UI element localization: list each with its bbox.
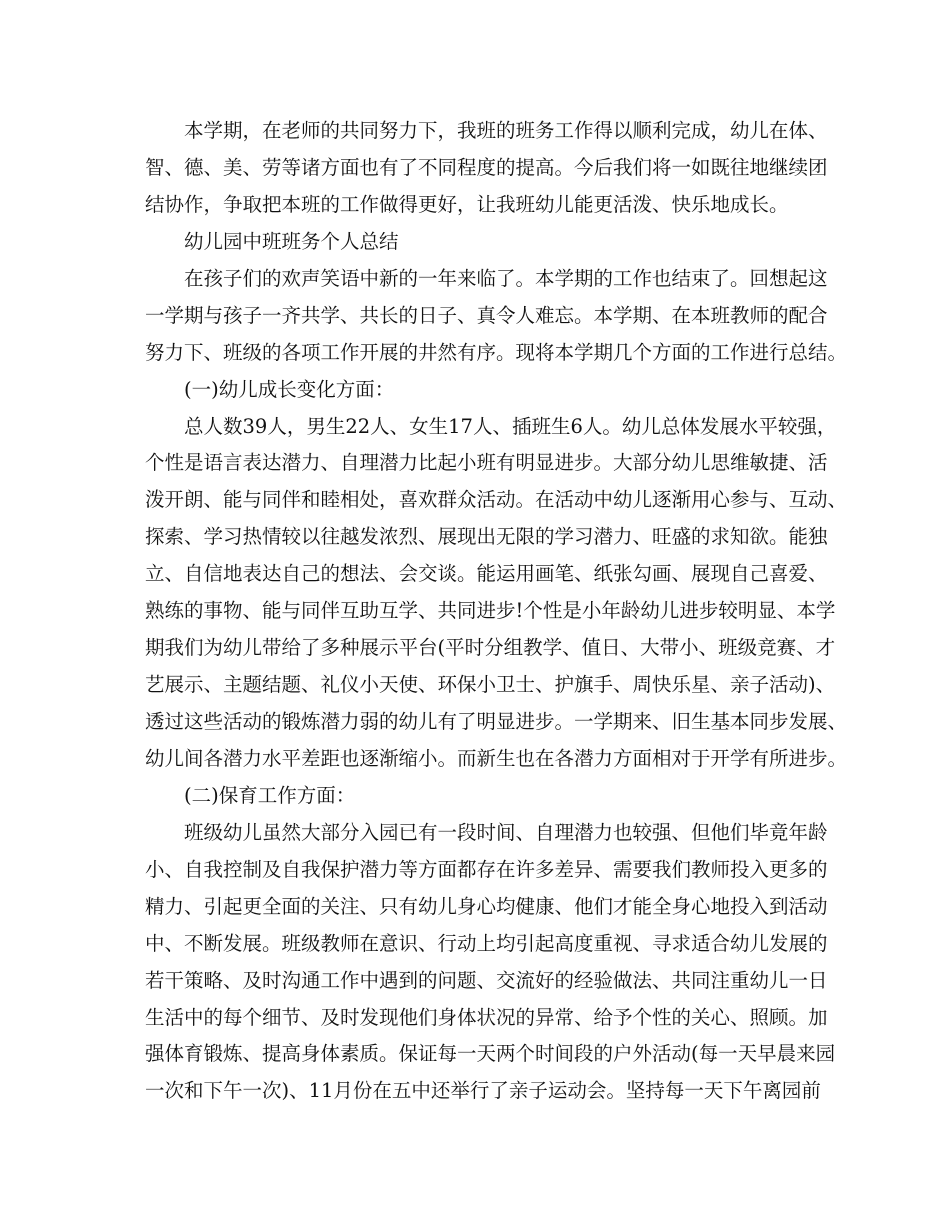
paragraph-line: 强体育锻炼、提高身体素质。保证每一天两个时间段的户外活动(每一天早晨来园 <box>145 1042 836 1066</box>
paragraph-line: 精力、引起更全面的关注、只有幼儿身心均健康、他们才能全身心地投入到活动 <box>145 894 828 918</box>
paragraph-line: 一学期与孩子一齐共学、共长的日子、真令人难忘。本学期、在本班教师的配合 <box>145 303 828 327</box>
paragraph-line: 小、自我控制及自我保护潜力等方面都存在许多差异、需要我们教师投入更多的 <box>145 857 828 881</box>
paragraph-line: 生活中的每个细节、及时发现他们身体状况的异常、给予个性的关心、照顾。加 <box>145 1005 828 1029</box>
paragraph-line: 个性是语言表达潜力、自理潜力比起小班有明显进步。大部分幼儿思维敏捷、活 <box>145 451 828 475</box>
document-body <box>145 113 848 1110</box>
paragraph-line: 探索、学习热情较以往越发浓烈、展现出无限的学习潜力、旺盛的求知欲。能独 <box>145 525 828 549</box>
paragraph-line: 班级幼儿虽然大部分入园已有一段时间、自理潜力也较强、但他们毕竟年龄 <box>184 820 828 844</box>
section-title: 幼儿园中班班务个人总结 <box>184 229 399 253</box>
paragraph-line: 透过这些活动的锻炼潜力弱的幼儿有了明显进步。一学期来、旧生基本同步发展、 <box>145 710 848 733</box>
paragraph-line: 一次和下午一次)、11月份在五中还举行了亲子运动会。坚持每一天下午离园前 <box>145 1079 821 1103</box>
paragraph-line: 结协作，争取把本班的工作做得更好，让我班幼儿能更活泼、快乐地成长。 <box>145 192 789 216</box>
paragraph-line: 总人数39人，男生22人、女生17人、插班生6人。幼儿总体发展水平较强， <box>184 414 837 438</box>
paragraph-line: 立、自信地表达自己的想法、会交谈。能运用画笔、纸张勾画、展现自己喜爱、 <box>145 562 828 586</box>
paragraph-line: 艺展示、主题结题、礼仪小天使、环保小卫士、护旗手、周快乐星、亲子活动)、 <box>145 673 836 697</box>
paragraph-line: 幼儿间各潜力水平差距也逐渐缩小。而新生也在各潜力方面相对于开学有所进步。 <box>145 746 848 770</box>
paragraph-line: 泼开朗、能与同伴和睦相处，喜欢群众活动。在活动中幼儿逐渐用心参与、互动、 <box>145 488 848 512</box>
section-heading: (一)幼儿成长变化方面： <box>184 377 395 401</box>
paragraph-line: 若干策略、及时沟通工作中遇到的问题、交流好的经验做法、共同注重幼儿一日 <box>145 968 828 992</box>
paragraph-line: 本学期，在老师的共同努力下，我班的班务工作得以顺利完成，幼儿在体、 <box>184 119 828 142</box>
section-heading: (二)保育工作方面： <box>184 783 356 807</box>
paragraph-line: 期我们为幼儿带给了多种展示平台(平时分组教学、值日、大带小、班级竞赛、才 <box>145 636 836 660</box>
paragraph-line: 中、不断发展。班级教师在意识、行动上均引起高度重视、寻求适合幼儿发展的 <box>145 931 828 955</box>
paragraph-line: 在孩子们的欢声笑语中新的一年来临了。本学期的工作也结束了。回想起这 <box>184 266 828 290</box>
paragraph-line: 智、德、美、劳等诸方面也有了不同程度的提高。今后我们将一如既往地继续团 <box>145 155 828 179</box>
paragraph-line: 努力下、班级的各项工作开展的井然有序。现将本学期几个方面的工作进行总结。 <box>145 340 848 364</box>
paragraph-line: 熟练的事物、能与同伴互助互学、共同进步!个性是小年龄幼儿进步较明显、本学 <box>145 599 836 623</box>
